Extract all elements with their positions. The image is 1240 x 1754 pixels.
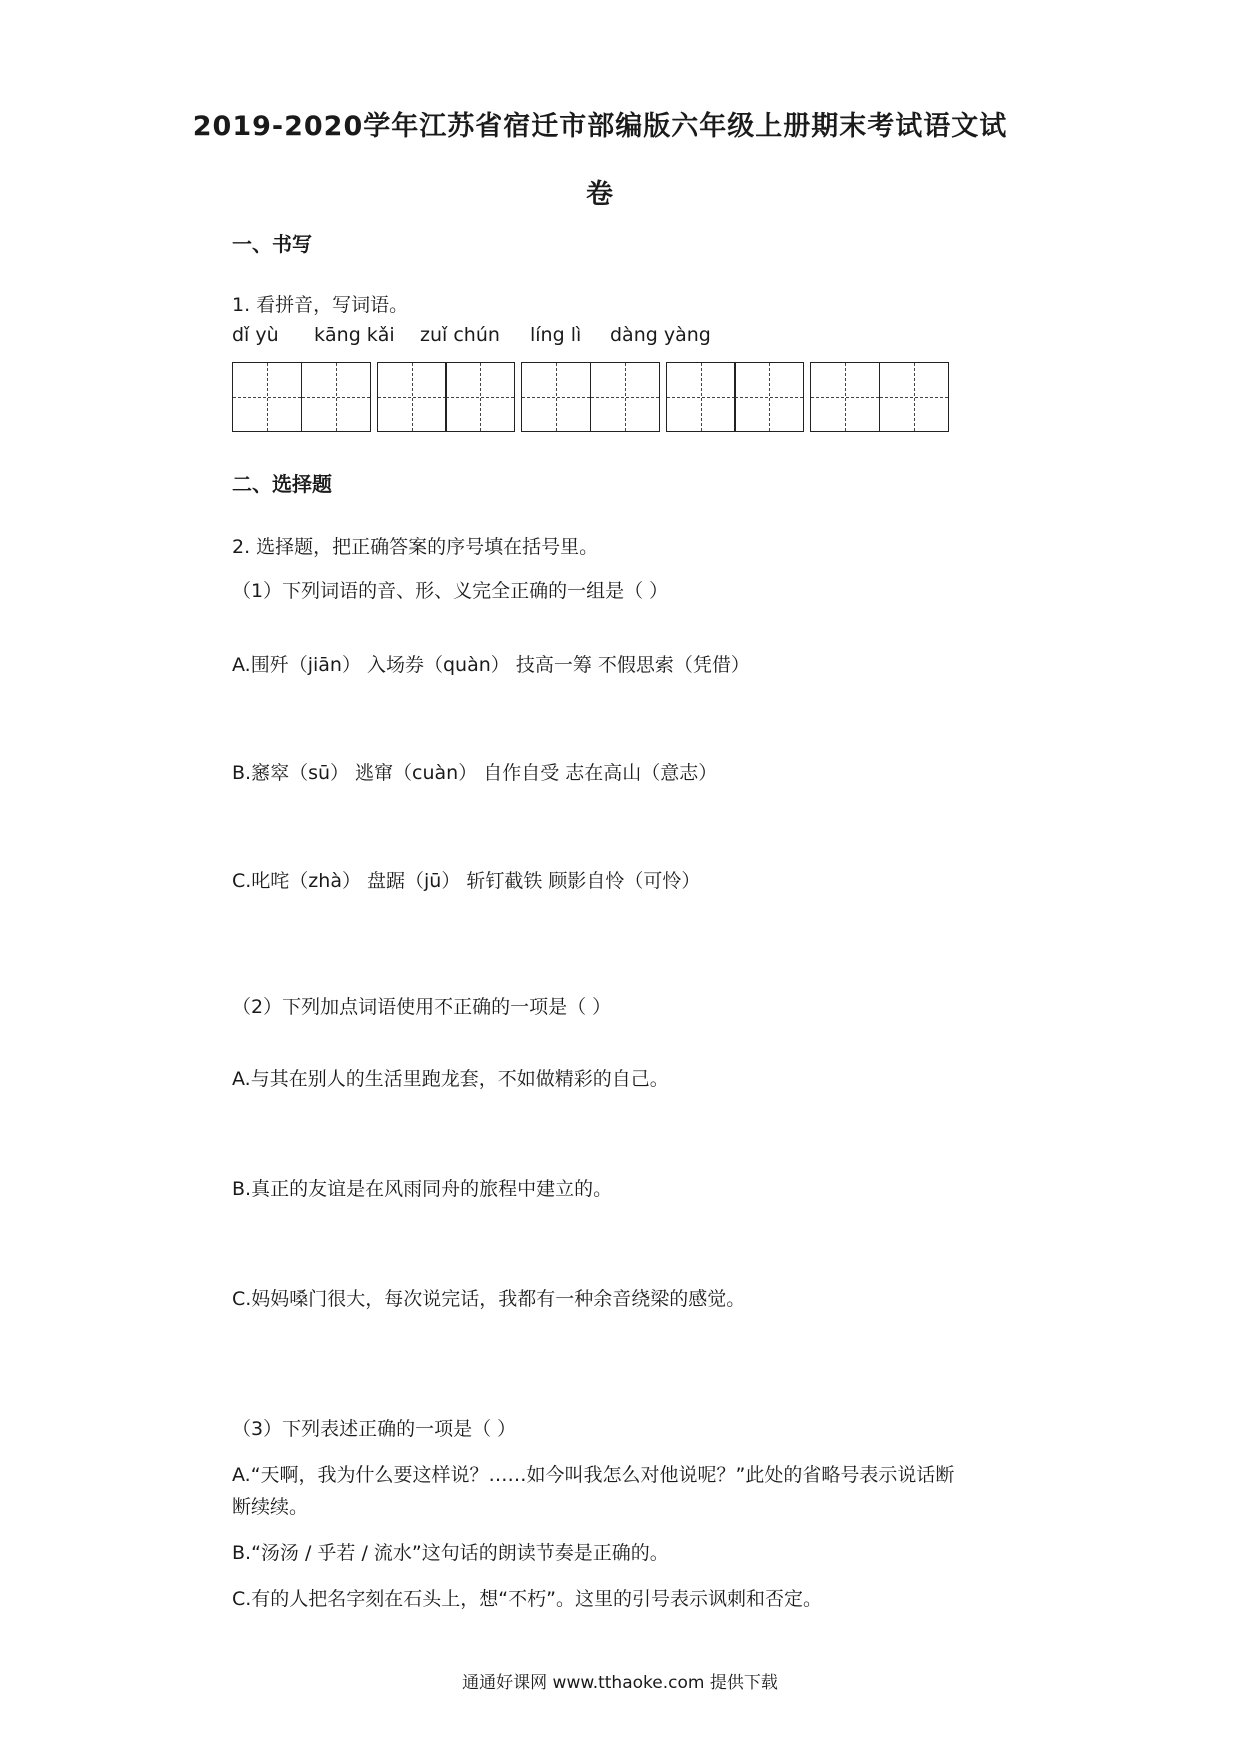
word-box-1[interactable] [232, 362, 371, 432]
tianzige-cell[interactable] [445, 362, 515, 432]
section-heading-choice: 二、选择题 [232, 472, 332, 496]
pinyin-2: kāng kǎi [314, 324, 395, 346]
sub-question-2-option-c: C.妈妈嗓门很大，每次说完话，我都有一种余音绕梁的感觉。 [232, 1288, 746, 1310]
word-box-2[interactable] [377, 362, 516, 432]
sub-question-2-option-b: B.真正的友谊是在风雨同舟的旅程中建立的。 [232, 1178, 613, 1200]
tianzige-cell[interactable] [377, 362, 447, 432]
tianzige-cell[interactable] [521, 362, 591, 432]
sub-question-3-option-a-continued: 断续续。 [232, 1496, 309, 1518]
pinyin-1: dǐ yù [232, 324, 279, 346]
word-box-5[interactable] [810, 362, 949, 432]
page-title: 2019-2020学年江苏省宿迁市部编版六年级上册期末考试语文试 [192, 111, 1008, 142]
tianzige-cell[interactable] [879, 362, 949, 432]
page-title-continued: 卷 [586, 179, 614, 210]
tianzige-cell[interactable] [734, 362, 804, 432]
sub-question-3-stem: （3）下列表述正确的一项是（ ） [232, 1418, 517, 1440]
tianzige-cell[interactable] [590, 362, 660, 432]
pinyin-5: dàng yàng [610, 324, 711, 346]
tianzige-cell[interactable] [232, 362, 302, 432]
writing-grid [232, 362, 949, 432]
word-box-4[interactable] [666, 362, 805, 432]
question-1-prompt: 1. 看拼音，写词语。 [232, 294, 409, 316]
pinyin-3: zuǐ chún [420, 324, 500, 346]
sub-question-3-option-a: A.“天啊，我为什么要这样说？……如今叫我怎么对他说呢？”此处的省略号表示说话断 [232, 1464, 955, 1486]
sub-question-3-option-c: C.有的人把名字刻在石头上，想“不朽”。这里的引号表示讽刺和否定。 [232, 1588, 822, 1610]
sub-question-1-stem: （1）下列词语的音、形、义完全正确的一组是（ ） [232, 580, 669, 602]
pinyin-4: líng lì [530, 324, 582, 346]
sub-question-2-stem: （2）下列加点词语使用不正确的一项是（ ） [232, 996, 612, 1018]
sub-question-1-option-b: B.窸窣（sū） 逃窜（cuàn） 自作自受 志在高山（意志） [232, 762, 718, 784]
sub-question-1-option-c: C.叱咤（zhà） 盘踞（jū） 斩钉截铁 顾影自怜（可怜） [232, 870, 701, 892]
sub-question-3-option-b: B.“汤汤 / 乎若 / 流水”这句话的朗读节奏是正确的。 [232, 1542, 669, 1564]
footer-source: 通通好课网 www.tthaoke.com 提供下载 [462, 1673, 778, 1693]
sub-question-1-option-a: A.围歼（jiān） 入场券（quàn） 技高一筹 不假思索（凭借） [232, 654, 750, 676]
word-box-3[interactable] [521, 362, 660, 432]
sub-question-2-option-a: A.与其在别人的生活里跑龙套，不如做精彩的自己。 [232, 1068, 669, 1090]
question-2-prompt: 2. 选择题，把正确答案的序号填在括号里。 [232, 536, 599, 558]
tianzige-cell[interactable] [301, 362, 371, 432]
tianzige-cell[interactable] [666, 362, 736, 432]
tianzige-cell[interactable] [810, 362, 880, 432]
section-heading-writing: 一、书写 [232, 232, 312, 256]
